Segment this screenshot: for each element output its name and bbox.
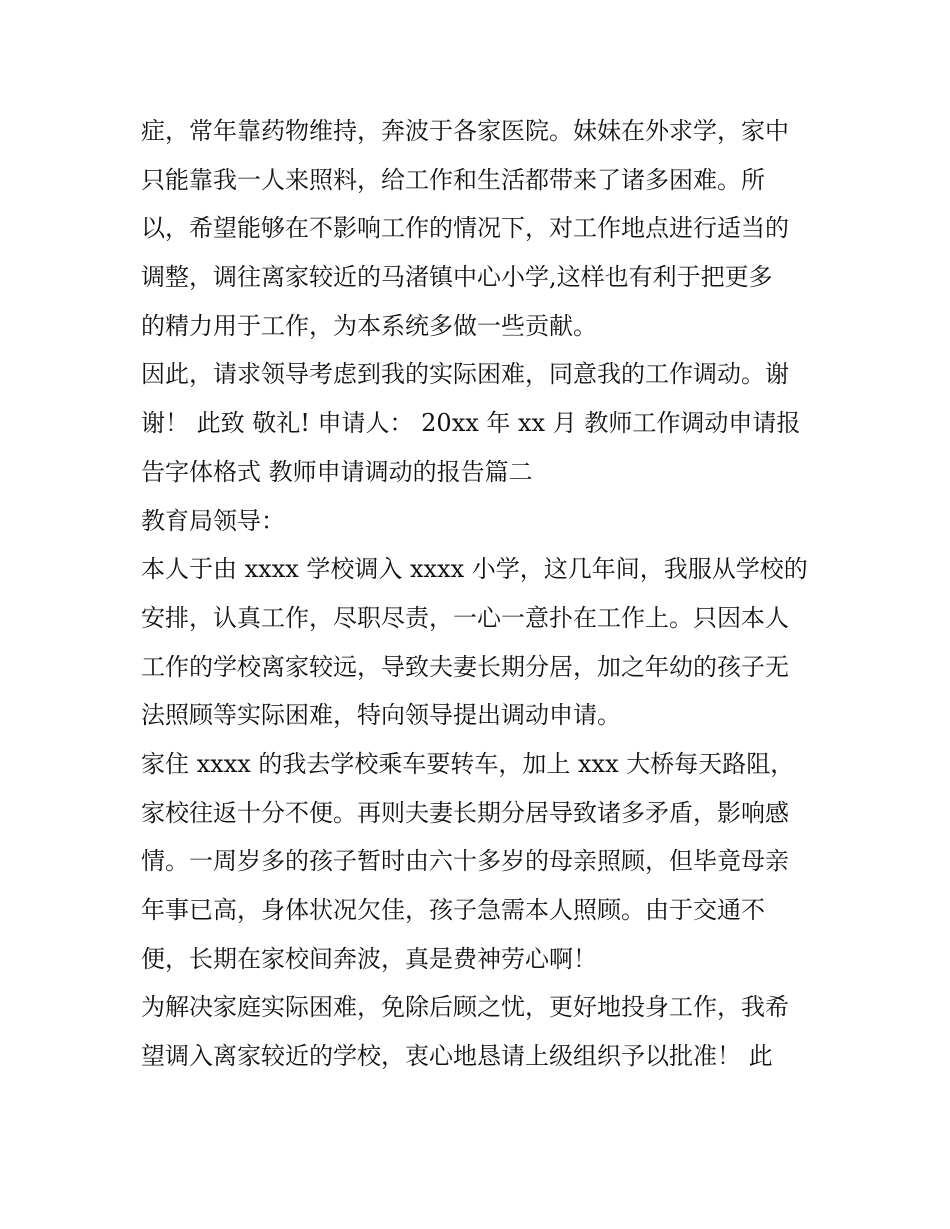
text-line: 本人于由 xxxx 学校调入 xxxx 小学，这几年间，我服从学校的	[141, 555, 808, 584]
text-line: 症，常年靠药物维持，奔波于各家医院。妹妹在外求学，家中	[141, 117, 789, 145]
text-line: 便，长期在家校间奔波，真是费神劳心啊！	[141, 944, 597, 973]
text-line: 只能靠我一人来照料，给工作和生活都带来了诸多困难。所	[141, 165, 765, 194]
text-line: 安排，认真工作，尽职尽责，一心一意扑在工作上。只因本人	[141, 603, 789, 632]
text-line: 望调入离家较近的学校，衷心地恳请上级组织予以批准！ 此	[141, 1042, 773, 1071]
text-line: 告字体格式 教师申请调动的报告篇二	[141, 457, 533, 486]
text-line: 以，希望能够在不影响工作的情况下，对工作地点进行适当的	[141, 214, 789, 243]
text-line: 谢！ 此致 敬礼! 申请人： 20xx 年 xx 月 教师工作调动申请报	[141, 409, 801, 438]
text-line: 年事已高，身体状况欠佳，孩子急需本人照顾。由于交通不	[141, 896, 765, 924]
text-line: 家校往返十分不便。再则夫妻长期分居导致诸多矛盾，影响感	[141, 798, 789, 827]
text-line: 家住 xxxx 的我去学校乘车要转车，加上 xxx 大桥每天路阻，	[141, 749, 795, 778]
text-line: 法照顾等实际困难，特向领导提出调动申请。	[141, 701, 621, 730]
text-line: 情。一周岁多的孩子暂时由六十多岁的母亲照顾，但毕竟母亲	[141, 847, 789, 876]
heading-line: 教育局领导：	[141, 506, 285, 535]
text-line: 因此，请求领导考虑到我的实际困难，同意我的工作调动。谢	[141, 360, 789, 389]
text-line: 工作的学校离家较远，导致夫妻长期分居，加之年幼的孩子无	[141, 652, 789, 681]
text-line: 的精力用于工作，为本系统多做一些贡献。	[141, 311, 597, 340]
text-line: 为解决家庭实际困难，免除后顾之忧，更好地投身工作，我希	[141, 993, 789, 1022]
body-text	[141, 107, 821, 1081]
text-line: 调整，调往离家较近的马渚镇中心小学,这样也有利于把更多	[141, 263, 773, 292]
